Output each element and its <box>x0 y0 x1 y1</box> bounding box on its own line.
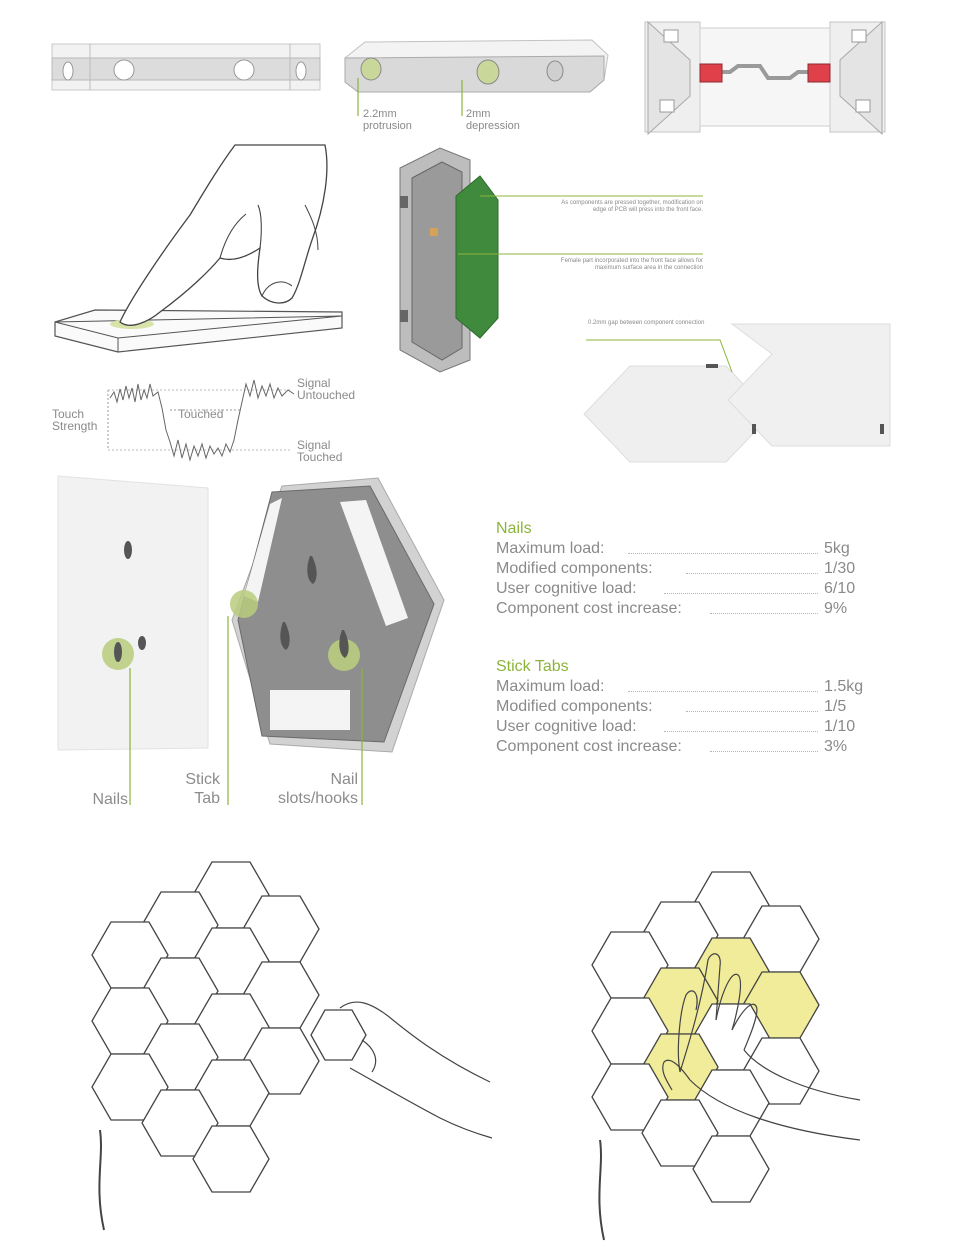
spec-value: 6/10 <box>824 580 856 597</box>
spec-label: Modified components: <box>496 698 653 715</box>
spec-value: 3% <box>824 738 848 755</box>
spec-row <box>496 560 876 580</box>
spec-label: Modified components: <box>496 560 653 577</box>
signal-touched-label: Signal Touched <box>297 438 343 464</box>
spec-label: User cognitive load: <box>496 580 637 597</box>
spec-title-nails: Nails <box>496 520 532 537</box>
graph-touched-label: Touched <box>178 407 224 421</box>
spec-title-stick-tabs: Stick Tabs <box>496 658 569 675</box>
pcb-note-female: Female part incorporated into the front face allows for maximum surface area in the connection <box>560 258 703 271</box>
finger-touch-illustration <box>55 145 342 352</box>
hand-touching-wall <box>599 954 860 1240</box>
protrusion-label: 2.2mm protrusion <box>363 108 412 132</box>
depression-label: 2mm depression <box>466 108 520 132</box>
spec-row <box>496 600 876 620</box>
spec-row <box>496 580 876 600</box>
connector-detail <box>645 22 885 134</box>
spec-label: Component cost increase: <box>496 600 682 617</box>
spec-label: Component cost increase: <box>496 738 682 755</box>
hex-gap-illustration <box>584 324 890 462</box>
spec-row <box>496 738 876 758</box>
spec-value: 1/10 <box>824 718 856 735</box>
nail-slots-callout: Nail slots/hooks <box>277 771 358 807</box>
spec-block-stick-tabs <box>496 658 886 768</box>
nails-callout: Nails <box>92 791 128 808</box>
wall-with-nails <box>58 476 208 805</box>
spec-row <box>496 540 876 560</box>
hex-wall-right <box>592 872 819 1202</box>
spec-label: Maximum load: <box>496 678 605 695</box>
edge-bar-3d <box>345 40 608 116</box>
spec-value: 5kg <box>824 540 850 557</box>
spec-value: 1/5 <box>824 698 847 715</box>
spec-label: Maximum load: <box>496 540 605 557</box>
spec-value: 9% <box>824 600 848 617</box>
spec-value: 1.5kg <box>824 678 864 695</box>
hex-wall-left <box>92 862 366 1192</box>
spec-row <box>496 698 876 718</box>
pcb-note-press: As components are pressed together, modification on edge of PCB will press into the front face. <box>561 200 703 213</box>
graph-y-label: Touch Strength <box>52 407 98 433</box>
spec-label: User cognitive load: <box>496 718 637 735</box>
hand-holding-tile <box>99 1002 492 1230</box>
hex-back-plate <box>228 478 444 805</box>
signal-untouched-label: Signal Untouched <box>297 376 356 402</box>
spec-row <box>496 678 876 698</box>
spec-value: 1/30 <box>824 560 856 577</box>
gap-note: 0.2mm gap between component connection <box>588 320 705 326</box>
stick-tab-callout: Stick Tab <box>185 771 220 807</box>
spec-row <box>496 718 876 738</box>
spec-block-nails <box>496 520 886 630</box>
edge-bar-left <box>52 44 320 90</box>
